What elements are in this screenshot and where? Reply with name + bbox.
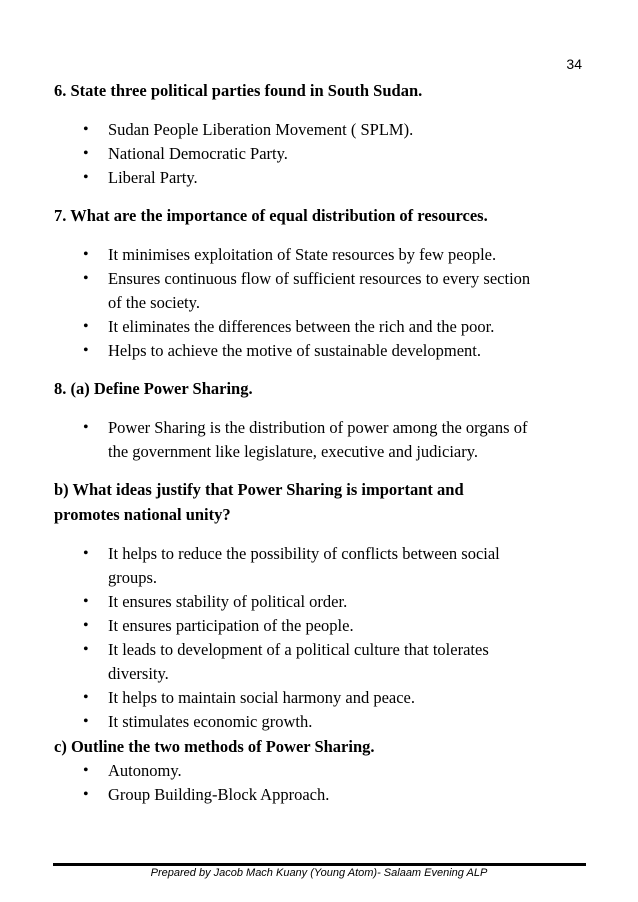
- list-item: • It eliminates the differences between the rich and the poor.: [54, 315, 584, 339]
- list-item: • It helps to reduce the possibility of conflicts between social: [54, 542, 584, 566]
- list-item: • Sudan People Liberation Movement ( SPLM).: [54, 118, 584, 142]
- answers-q7: [54, 243, 584, 363]
- list-item-continuation: groups.: [108, 568, 158, 587]
- answers-q8b: [54, 542, 584, 734]
- question-7: 7. What are the importance of equal distribution of resources.: [54, 206, 488, 225]
- bullet-icon: •: [83, 641, 89, 658]
- bullet-icon: •: [83, 342, 89, 359]
- bullet-icon: •: [83, 318, 89, 335]
- question-8b-line1: b) What ideas justify that Power Sharing is important and: [54, 480, 464, 499]
- bullet-icon: •: [83, 593, 89, 610]
- bullet-icon: •: [83, 713, 89, 730]
- list-item: • Ensures continuous flow of sufficient resources to every section: [54, 267, 584, 291]
- list-item: • Group Building-Block Approach.: [54, 783, 584, 807]
- list-item: • Helps to achieve the motive of sustainable development.: [54, 339, 584, 363]
- question-6: 6. State three political parties found in South Sudan.: [54, 81, 423, 100]
- bullet-icon: •: [83, 617, 89, 634]
- answers-q8a: [54, 416, 584, 464]
- question-8a: 8. (a) Define Power Sharing.: [54, 379, 253, 398]
- answers-q8c: [54, 759, 584, 807]
- list-item: • It leads to development of a political culture that tolerates: [54, 638, 584, 662]
- question-8b-line2: promotes national unity?: [54, 505, 231, 524]
- list-item: • It ensures participation of the people.: [54, 614, 584, 638]
- bullet-icon: •: [83, 169, 89, 186]
- list-item: • Liberal Party.: [54, 166, 584, 190]
- answers-q6: [54, 118, 584, 190]
- bullet-icon: •: [83, 545, 89, 562]
- footer-credit: Prepared by Jacob Mach Kuany (Young Atom)- Salaam Evening ALP: [150, 867, 488, 879]
- list-item: • It helps to maintain social harmony and peace.: [54, 686, 584, 710]
- list-item: • Autonomy.: [54, 759, 584, 783]
- bullet-icon: •: [83, 786, 89, 803]
- bullet-icon: •: [83, 246, 89, 263]
- bullet-icon: •: [83, 419, 89, 436]
- list-item: • It stimulates economic growth.: [54, 710, 584, 734]
- page-content: [54, 78, 584, 807]
- bullet-icon: •: [83, 689, 89, 706]
- list-item: • Power Sharing is the distribution of power among the organs of: [54, 416, 584, 440]
- footer-divider: [53, 863, 586, 866]
- list-item: • It minimises exploitation of State resources by few people.: [54, 243, 584, 267]
- page-number: 34: [566, 56, 582, 72]
- question-8c: c) Outline the two methods of Power Sharing.: [54, 737, 375, 756]
- list-item-continuation: the government like legislature, executive and judiciary.: [108, 442, 479, 461]
- bullet-icon: •: [83, 121, 89, 138]
- bullet-icon: •: [83, 270, 89, 287]
- bullet-icon: •: [83, 145, 89, 162]
- list-item: • It ensures stability of political order.: [54, 590, 584, 614]
- list-item-continuation: of the society.: [108, 293, 200, 312]
- list-item: • National Democratic Party.: [54, 142, 584, 166]
- list-item-continuation: diversity.: [108, 664, 169, 683]
- bullet-icon: •: [83, 762, 89, 779]
